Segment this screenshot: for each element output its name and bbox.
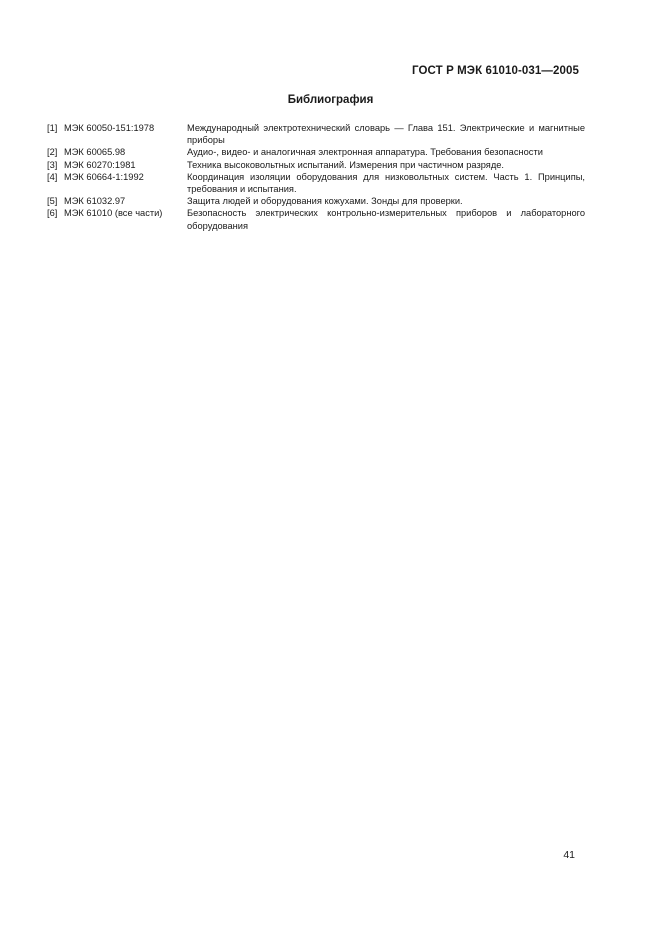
bibliography-list [47, 122, 585, 232]
entry-reference: МЭК 60050-151:1978 [64, 123, 155, 133]
bibliography-entry [47, 122, 585, 146]
bibliography-entry [47, 159, 585, 171]
entry-title: Координация изоляции оборудования для низковольтных систем. Часть 1. Принципы, требования и испытания. [187, 171, 585, 195]
bibliography-entry [47, 171, 585, 195]
entry-title: Аудио-, видео- и аналогичная электронная аппаратура. Требования безопасности [187, 147, 543, 158]
section-title: Библиография [287, 94, 374, 106]
entry-title: Техника высоковольтных испытаний. Измерения при частичном разряде. [187, 159, 505, 170]
entry-reference: МЭК 60664-1:1992 [64, 171, 144, 182]
entry-number: [2] [47, 147, 58, 158]
page-number: 41 [563, 849, 575, 861]
entry-number: [5] [47, 196, 58, 207]
entry-reference: МЭК 60270:1981 [64, 159, 136, 170]
bibliography-entry [47, 146, 585, 158]
entry-reference: МЭК 60065.98 [64, 147, 126, 158]
entry-reference: МЭК 61010 (все части) [64, 208, 163, 219]
document-header: ГОСТ Р МЭК 61010-031—2005 [412, 65, 579, 77]
entry-reference: МЭК 61032.97 [64, 196, 126, 207]
entry-number: [1] [47, 123, 58, 133]
entry-number: [3] [47, 159, 58, 170]
entry-title: Международный электротехнический словарь — Глава 151. Электрические и магнитные приборы [187, 123, 585, 146]
entry-number: [6] [47, 208, 58, 219]
entry-number: [4] [47, 171, 58, 182]
entry-title: Безопасность электрических контрольно-измерительных приборов и лабораторного оборудования [187, 208, 585, 231]
entry-title: Защита людей и оборудования кожухами. Зонды для проверки. [187, 196, 463, 207]
bibliography-entry [47, 195, 585, 207]
bibliography-entry [47, 207, 585, 231]
